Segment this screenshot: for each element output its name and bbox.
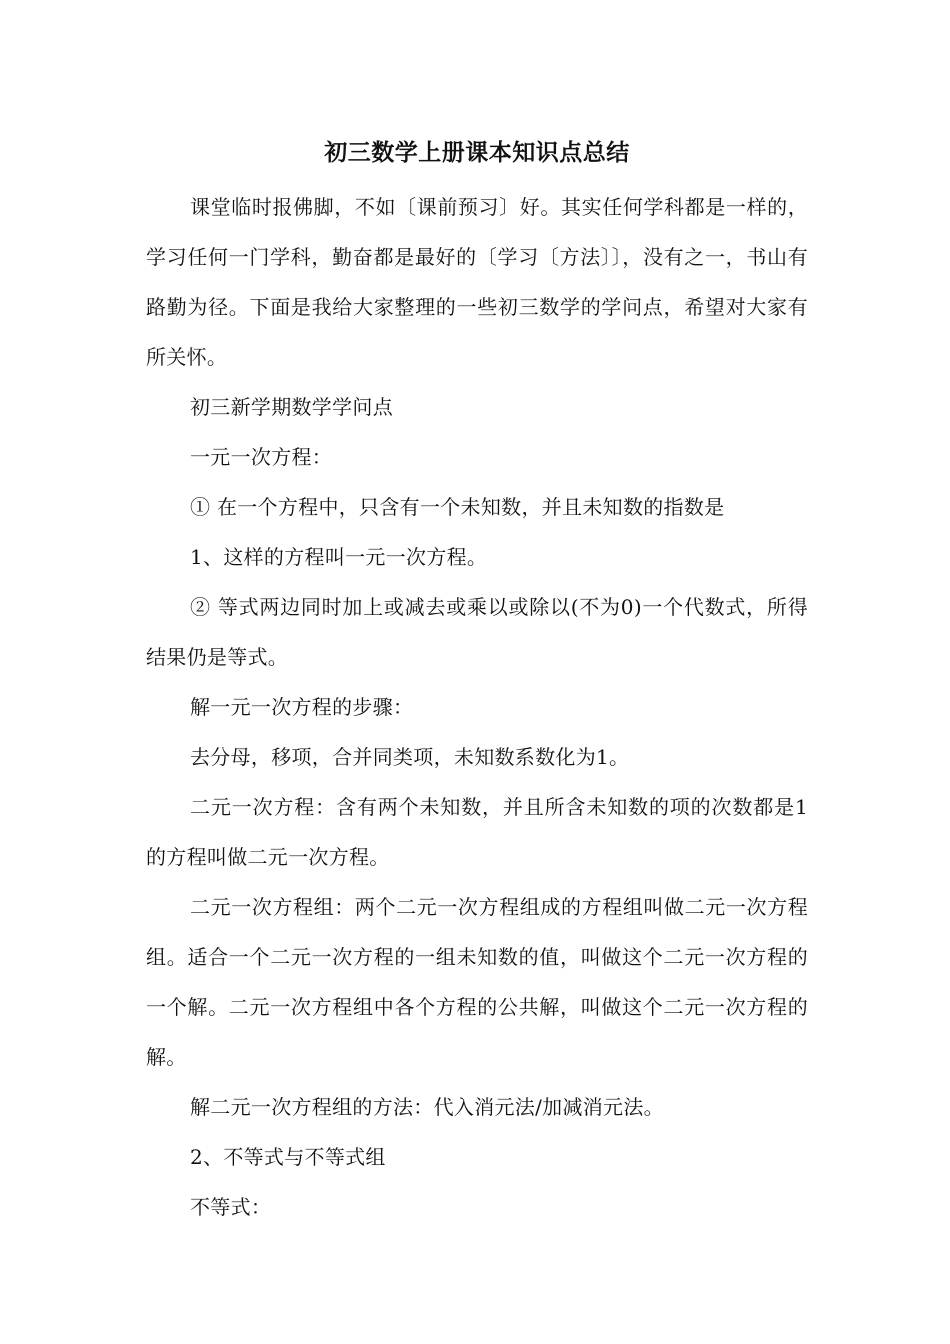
body-paragraph: ② 等式两边同时加上或减去或乘以或除以(不为0)一个代数式，所得结果仍是等式。 [146, 595, 808, 669]
body-paragraph: 解二元一次方程组的方法：代入消元法/加减消元法。 [190, 1095, 664, 1119]
body-paragraph: 去分母，移项，合并同类项，未知数系数化为1。 [190, 745, 630, 769]
section-heading: 2、不等式与不等式组 [190, 1145, 386, 1169]
body-paragraph: 二元一次方程：含有两个未知数，并且所含未知数的项的次数都是1的方程叫做二元一次方程。 [146, 795, 808, 869]
body-paragraph: 二元一次方程组：两个二元一次方程组成的方程组叫做二元一次方程组。适合一个二元一次方程的一组未知数的值，叫做这个二元一次方程的一个解。二元一次方程组中各个方程的公共解，叫做这个二元一次方程的解。 [146, 895, 808, 1069]
topic-heading: 一元一次方程： [190, 445, 333, 469]
topic-heading: 不等式： [190, 1195, 272, 1219]
document-page [146, 132, 808, 1232]
body-paragraph: ① 在一个方程中，只含有一个未知数，并且未知数的指数是 [190, 495, 725, 519]
topic-heading: 解一元一次方程的步骤： [190, 695, 414, 719]
section-heading: 初三新学期数学学问点 [190, 395, 393, 419]
intro-paragraph: 课堂临时报佛脚，不如〔课前预习〕好。其实任何学科都是一样的，学习任何一门学科，勤奋都是最好的〔学习〔方法〕〕，没有之一，书山有路勤为径。下面是我给大家整理的一些初三数学的学问点，希望对大家有所关怀。 [146, 195, 808, 369]
body-paragraph: 1、这样的方程叫一元一次方程。 [190, 545, 488, 569]
document-title: 初三数学上册课本知识点总结 [324, 139, 630, 166]
